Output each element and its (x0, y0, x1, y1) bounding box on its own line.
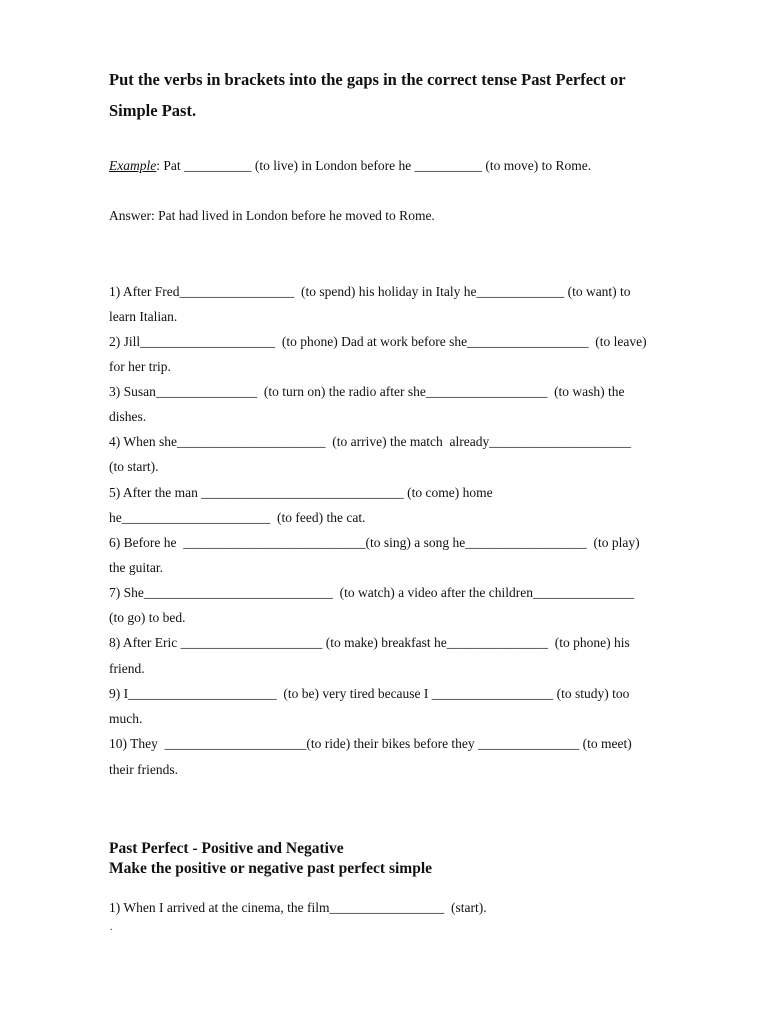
exercise-line: friend. (109, 661, 145, 676)
exercise-line: 5) After the man ______________________________ (to come) home (109, 485, 493, 500)
section-2-title: Past Perfect - Positive and Negative (109, 840, 344, 857)
exercise-line: he______________________ (to feed) the cat. (109, 510, 366, 525)
exercise-line: 1) After Fred_________________ (to spend) his holiday in Italy he_____________ (to want) to (109, 284, 631, 299)
exercise-line: 8) After Eric _____________________ (to make) breakfast he_______________ (to phone) his (109, 635, 630, 650)
example-answer: Answer: Pat had lived in London before he moved to Rome. (109, 208, 435, 223)
exercise-line: 2) Jill____________________ (to phone) Dad at work before she__________________ (to leave) (109, 334, 647, 349)
exercise-line: much. (109, 711, 143, 726)
trailing-mark: . (110, 922, 113, 933)
exercise-line: 3) Susan_______________ (to turn on) the radio after she__________________ (to wash) the (109, 384, 625, 399)
example-text: : Pat __________ (to live) in London before he __________ (to move) to Rome. (156, 158, 592, 173)
exercise-line: (to start). (109, 459, 159, 474)
example-line (109, 153, 719, 178)
exercise-line: dishes. (109, 409, 147, 424)
exercise-line: learn Italian. (109, 309, 178, 324)
exercise-line: 4) When she______________________ (to arrive) the match already_____________________ (109, 434, 632, 449)
example-label: Example (109, 158, 157, 173)
exercise-line: for her trip. (109, 359, 171, 374)
section-2-subtitle: Make the positive or negative past perfect simple (109, 860, 433, 877)
exercise-line: (to go) to bed. (109, 610, 186, 625)
section-2-item-1: 1) When I arrived at the cinema, the film_________________ (start). (109, 900, 487, 915)
instructions-line-2: Simple Past. (109, 101, 197, 120)
exercise-line: their friends. (109, 762, 178, 777)
exercise-line: the guitar. (109, 560, 163, 575)
exercise-line: 9) I______________________ (to be) very tired because I __________________ (to study) too (109, 686, 630, 701)
exercise-line: 7) She____________________________ (to watch) a video after the children_______________ (109, 585, 635, 600)
exercise-line: 10) They _____________________(to ride) their bikes before they _______________ (to meet) (109, 736, 632, 751)
exercise-line: 6) Before he ___________________________(to sing) a song he__________________ (to play) (109, 535, 640, 550)
instructions-line-1: Put the verbs in brackets into the gaps in the correct tense Past Perfect or (109, 70, 626, 89)
